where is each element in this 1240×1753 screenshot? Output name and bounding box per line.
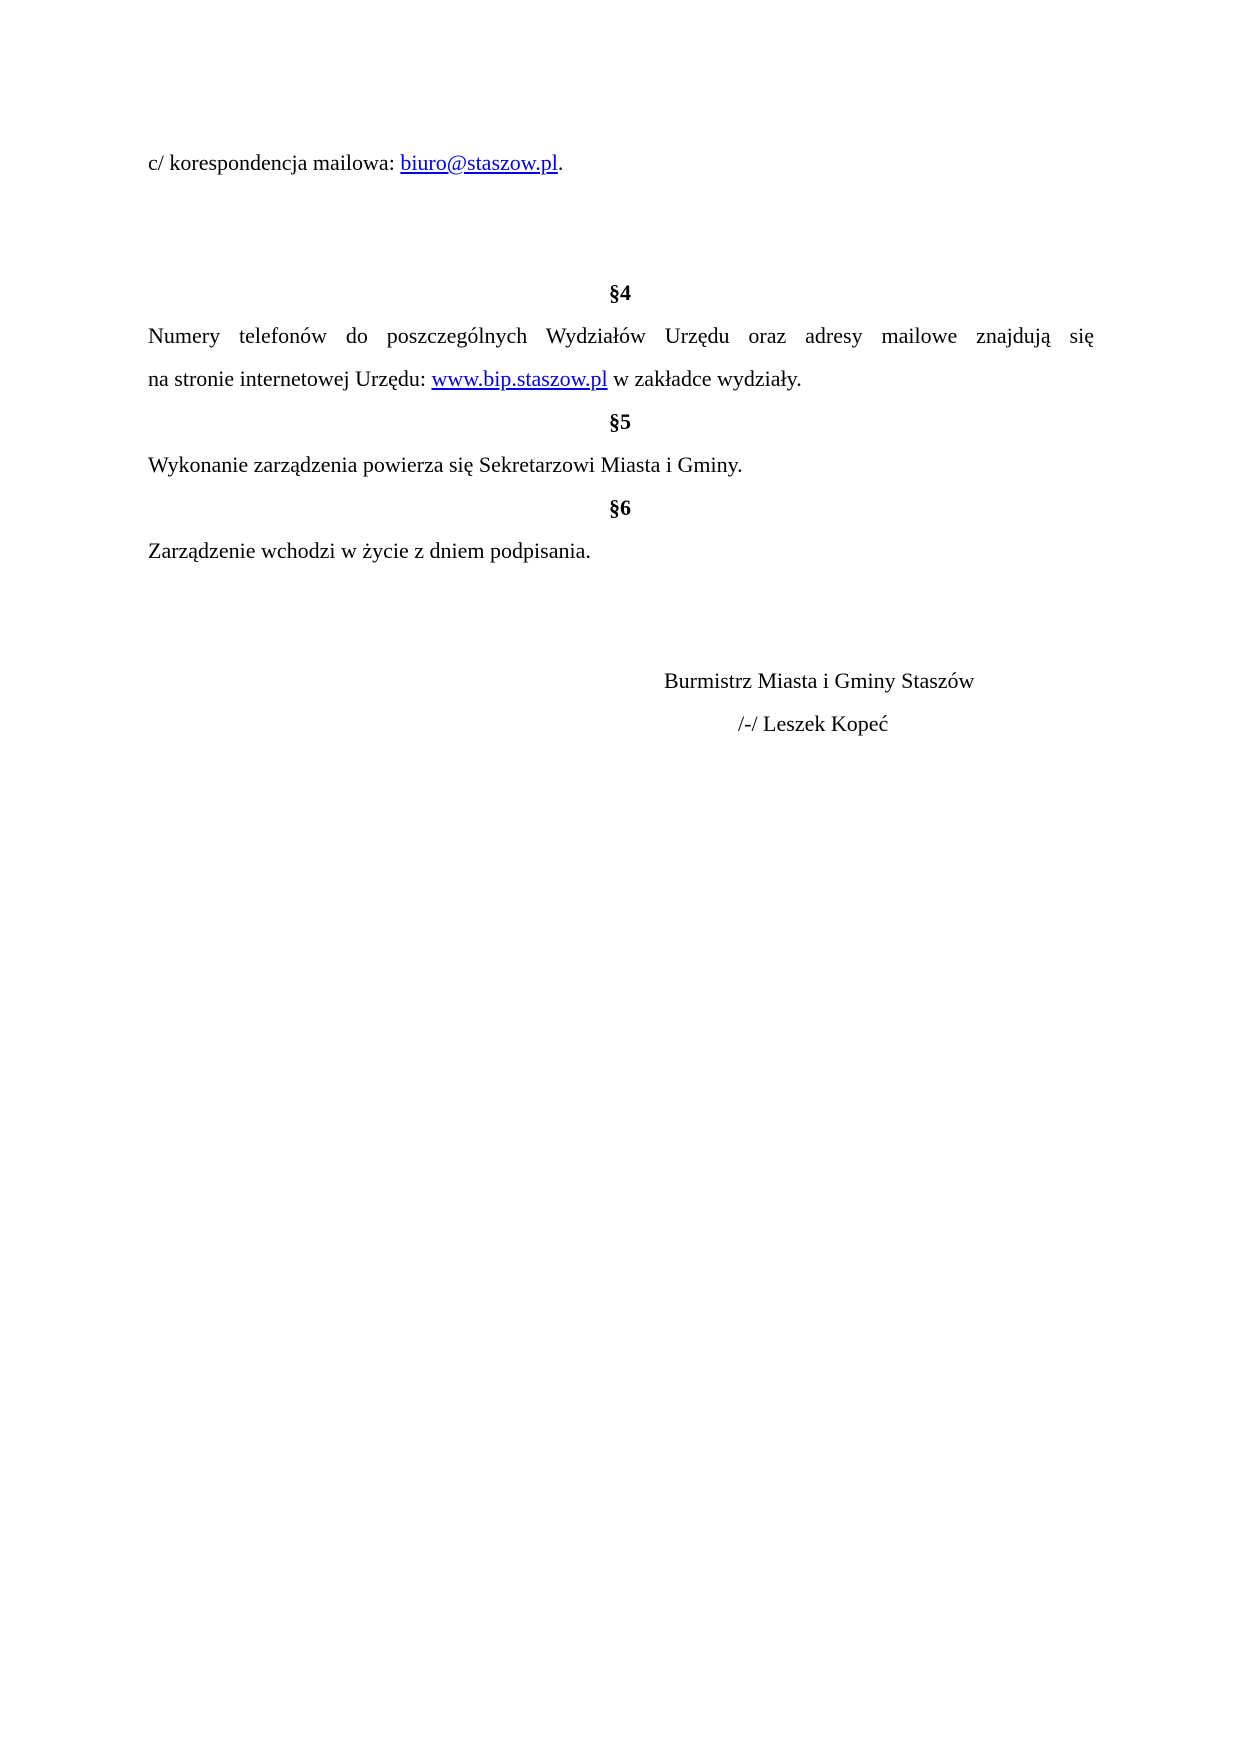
email-link[interactable]: biuro@staszow.pl xyxy=(400,150,558,175)
section-4-heading: §4 xyxy=(609,280,631,305)
section-6-text: Zarządzenie wchodzi w życie z dniem podpisania. xyxy=(148,538,591,563)
correspondence-line xyxy=(148,150,563,176)
section-6-heading: §6 xyxy=(609,495,631,520)
section-4-line-2 xyxy=(148,366,802,392)
section-4-line-1: Numery telefonów do poszczególnych Wydziałów Urzędu oraz adresy mailowe znajdują się xyxy=(148,323,1094,348)
correspondence-suffix: . xyxy=(557,150,564,175)
bip-website-link[interactable]: www.bip.staszow.pl xyxy=(431,366,608,391)
section-5-heading: §5 xyxy=(609,409,631,434)
section-4-line-2-suffix: w zakładce wydziały. xyxy=(607,366,802,391)
signature-title: Burmistrz Miasta i Gminy Staszów xyxy=(664,668,975,693)
correspondence-prefix: c/ korespondencja mailowa: xyxy=(148,150,401,175)
section-5-text: Wykonanie zarządzenia powierza się Sekretarzowi Miasta i Gminy. xyxy=(148,452,743,477)
signature-name: /-/ Leszek Kopeć xyxy=(738,711,889,736)
section-4-line-2-prefix: na stronie internetowej Urzędu: xyxy=(148,366,432,391)
